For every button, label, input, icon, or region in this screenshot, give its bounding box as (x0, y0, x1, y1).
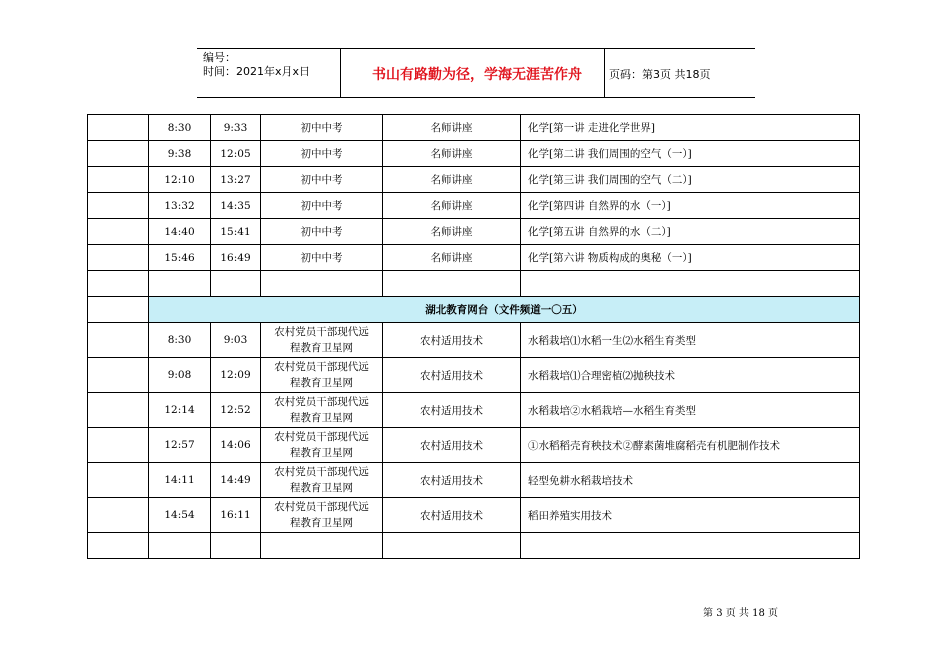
table-row (88, 219, 860, 245)
table-row (88, 393, 860, 428)
category-line: 农村党员干部现代远 (274, 431, 369, 443)
program: 名师讲座 (383, 115, 521, 141)
empty-cell (88, 393, 149, 428)
header-bottom-rule (197, 97, 755, 98)
category: 初中中考 (261, 167, 383, 193)
category-line: 农村党员干部现代远 (274, 466, 369, 478)
empty-cell (88, 141, 149, 167)
table-row (88, 193, 860, 219)
category: 初中中考 (261, 115, 383, 141)
category: 初中中考 (261, 245, 383, 271)
program: 名师讲座 (383, 141, 521, 167)
number-label: 编号： (203, 51, 236, 64)
header-top-rule (197, 48, 755, 49)
start-time: 14:11 (149, 463, 211, 498)
end-time: 12:52 (211, 393, 261, 428)
program: 名师讲座 (383, 245, 521, 271)
table-row (88, 167, 860, 193)
category-line: 程教育卫星网 (290, 412, 353, 424)
category (261, 498, 383, 533)
category-line: 程教育卫星网 (290, 517, 353, 529)
empty-cell (521, 271, 860, 297)
end-time: 14:35 (211, 193, 261, 219)
start-time: 14:54 (149, 498, 211, 533)
empty-cell (88, 271, 149, 297)
empty-cell (88, 533, 149, 559)
start-time: 12:57 (149, 428, 211, 463)
table-row (88, 323, 860, 358)
empty-cell (88, 115, 149, 141)
category (261, 428, 383, 463)
end-time: 12:05 (211, 141, 261, 167)
page-header (197, 48, 755, 98)
title: 化学[第四讲 自然界的水（一）] (521, 193, 860, 219)
header-divider (340, 48, 341, 98)
empty-cell (88, 297, 149, 323)
program: 农村适用技术 (383, 463, 521, 498)
category-line: 程教育卫星网 (290, 447, 353, 459)
table-row (88, 141, 860, 167)
category: 初中中考 (261, 219, 383, 245)
start-time: 9:38 (149, 141, 211, 167)
category-line: 农村党员干部现代远 (274, 361, 369, 373)
empty-cell (88, 167, 149, 193)
category-line: 程教育卫星网 (290, 342, 353, 354)
empty-cell (88, 219, 149, 245)
title: 水稻栽培②水稻栽培—水稻生育类型 (521, 393, 860, 428)
table-row-blank (88, 533, 860, 559)
end-time: 9:03 (211, 323, 261, 358)
empty-cell (88, 428, 149, 463)
category (261, 463, 383, 498)
page-footer: 第 3 页 共 18 页 (703, 608, 778, 619)
schedule-table (87, 114, 860, 559)
table-row (88, 463, 860, 498)
time-label: 时间：2021年x月x日 (203, 65, 311, 78)
title: 化学[第一讲 走进化学世界] (521, 115, 860, 141)
empty-cell (88, 463, 149, 498)
program: 农村适用技术 (383, 358, 521, 393)
category (261, 323, 383, 358)
start-time: 8:30 (149, 115, 211, 141)
start-time: 15:46 (149, 245, 211, 271)
empty-cell (149, 533, 211, 559)
schedule-body (88, 115, 860, 559)
end-time: 14:06 (211, 428, 261, 463)
table-row (88, 245, 860, 271)
empty-cell (383, 271, 521, 297)
empty-cell (149, 271, 211, 297)
title: 化学[第六讲 物质构成的奥秘（一）] (521, 245, 860, 271)
start-time: 9:08 (149, 358, 211, 393)
table-row (88, 358, 860, 393)
title: ①水稻稻壳育秧技术②酵素菌堆腐稻壳有机肥制作技术 (521, 428, 860, 463)
program: 名师讲座 (383, 167, 521, 193)
category-line: 农村党员干部现代远 (274, 326, 369, 338)
empty-cell (383, 533, 521, 559)
start-time: 12:10 (149, 167, 211, 193)
empty-cell (211, 271, 261, 297)
end-time: 14:49 (211, 463, 261, 498)
empty-cell (88, 193, 149, 219)
category (261, 358, 383, 393)
empty-cell (88, 498, 149, 533)
category-line: 农村党员干部现代远 (274, 501, 369, 513)
start-time: 14:40 (149, 219, 211, 245)
category (261, 393, 383, 428)
category-line: 程教育卫星网 (290, 377, 353, 389)
end-time: 16:49 (211, 245, 261, 271)
empty-cell (88, 245, 149, 271)
end-time: 12:09 (211, 358, 261, 393)
empty-cell (88, 323, 149, 358)
empty-cell (88, 358, 149, 393)
start-time: 12:14 (149, 393, 211, 428)
empty-cell (521, 533, 860, 559)
program: 农村适用技术 (383, 393, 521, 428)
category: 初中中考 (261, 141, 383, 167)
title: 水稻栽培⑴合理密植⑵抛秧技术 (521, 358, 860, 393)
start-time: 8:30 (149, 323, 211, 358)
title: 水稻栽培⑴水稻一生⑵水稻生育类型 (521, 323, 860, 358)
title: 化学[第三讲 我们周围的空气（二）] (521, 167, 860, 193)
empty-cell (211, 533, 261, 559)
title: 化学[第二讲 我们周围的空气（一）] (521, 141, 860, 167)
header-page-label: 页码：第3页 共18页 (609, 68, 711, 81)
title: 化学[第五讲 自然界的水（二）] (521, 219, 860, 245)
end-time: 9:33 (211, 115, 261, 141)
title: 轻型免耕水稻栽培技术 (521, 463, 860, 498)
end-time: 13:27 (211, 167, 261, 193)
channel-title: 湖北教育网台（文件频道一〇五） (149, 297, 860, 323)
end-time: 16:11 (211, 498, 261, 533)
title: 稻田养殖实用技术 (521, 498, 860, 533)
program: 农村适用技术 (383, 428, 521, 463)
empty-cell (261, 271, 383, 297)
end-time: 15:41 (211, 219, 261, 245)
table-row (88, 115, 860, 141)
table-row (88, 428, 860, 463)
empty-cell (261, 533, 383, 559)
program: 农村适用技术 (383, 498, 521, 533)
program: 名师讲座 (383, 219, 521, 245)
channel-row (88, 297, 860, 323)
program: 农村适用技术 (383, 323, 521, 358)
program: 名师讲座 (383, 193, 521, 219)
table-row-blank (88, 271, 860, 297)
start-time: 13:32 (149, 193, 211, 219)
table-row (88, 498, 860, 533)
header-meta (203, 51, 310, 79)
header-motto: 书山有路勤为径，学海无涯苦作舟 (372, 67, 582, 83)
category-line: 农村党员干部现代远 (274, 396, 369, 408)
category-line: 程教育卫星网 (290, 482, 353, 494)
category: 初中中考 (261, 193, 383, 219)
